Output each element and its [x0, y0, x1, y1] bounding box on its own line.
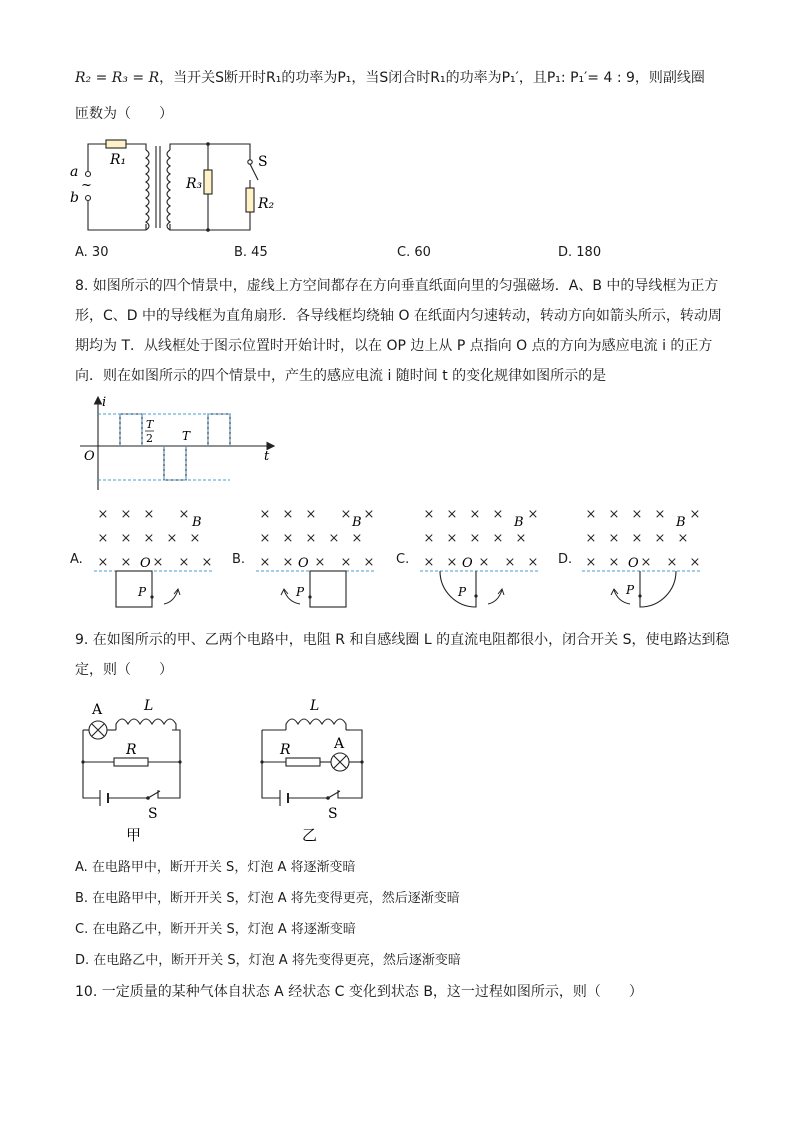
- circuit-yi-diagram: [256, 694, 386, 844]
- svg-text:×: ×: [423, 531, 435, 546]
- yi-label-l: L: [310, 698, 320, 714]
- svg-text:×: ×: [689, 555, 701, 570]
- yi-label-s: S: [328, 806, 338, 822]
- jia-inductor-l: [116, 719, 176, 730]
- svg-text:×: ×: [363, 555, 375, 570]
- svg-text:×: ×: [527, 507, 539, 522]
- svg-text:×: ×: [446, 531, 458, 546]
- svg-text:×: ×: [608, 555, 620, 570]
- pulse-positive-1: [120, 414, 142, 446]
- svg-text:×: ×: [446, 507, 458, 522]
- q7-option-c[interactable]: C. 60: [397, 245, 431, 260]
- svg-text:×: ×: [178, 555, 190, 570]
- svg-text:×: ×: [340, 507, 352, 522]
- q7-line1: [75, 68, 705, 88]
- q8-line4: 向．则在如图所示的四个情景中，产生的感应电流 i 随时间 t 的变化规律如图所示的是: [75, 368, 607, 384]
- svg-text:×: ×: [423, 507, 435, 522]
- scene-a-diagram: [88, 504, 220, 616]
- q7-equation: R₂ = R₃ = R: [75, 70, 160, 86]
- scene-b-label-b: B: [352, 515, 362, 530]
- q8-line2: 形，C、D 中的导线框为直角扇形．各导线框均绕轴 O 在纸面内匀速转动，转动方向如箭头所示，转动周: [75, 308, 722, 324]
- label-s: S: [258, 154, 268, 170]
- svg-text:×: ×: [143, 531, 155, 546]
- jia-resistor-r: [114, 758, 148, 766]
- svg-text:×: ×: [631, 531, 643, 546]
- svg-text:×: ×: [97, 507, 109, 522]
- q7-line1-text: ，当开关S断开时R₁的功率为P₁，当S闭合时R₁的功率为P₁′，且P₁: P₁′= 4 : 9，则副线圈: [159, 70, 705, 86]
- svg-text:×: ×: [423, 555, 435, 570]
- jia-label-r: R: [126, 742, 137, 758]
- jia-label-a: A: [92, 702, 103, 718]
- svg-text:×: ×: [314, 555, 326, 570]
- svg-text:×: ×: [527, 555, 539, 570]
- current-time-graph: [78, 394, 288, 494]
- resistor-r2: [246, 188, 254, 212]
- svg-text:×: ×: [351, 531, 363, 546]
- q7-line2: 匝数为（ ）: [75, 106, 173, 122]
- scene-d-label-o: O: [628, 556, 639, 571]
- q9-line1: 9. 在如图所示的甲、乙两个电路中，电阻 R 和自感线圈 L 的直流电阻都很小，闭合开关 S，使电路达到稳: [75, 632, 730, 648]
- jia-name: 甲: [126, 826, 142, 844]
- yi-resistor-r: [286, 758, 320, 766]
- circuit-jia-diagram: [78, 694, 198, 844]
- scene-c[interactable]: [396, 504, 546, 616]
- q9-option-b[interactable]: B. 在电路甲中，断开开关 S，灯泡 A 将先变得更亮，然后逐渐变暗: [75, 891, 460, 906]
- yi-name: 乙: [302, 826, 318, 844]
- svg-text:×: ×: [259, 531, 271, 546]
- svg-text:×: ×: [152, 555, 164, 570]
- svg-text:×: ×: [178, 507, 190, 522]
- label-a: a: [70, 164, 79, 180]
- ac-symbol: ~: [81, 178, 92, 193]
- label-t2-num: T: [146, 418, 154, 431]
- scene-b-frame: [310, 571, 346, 607]
- scene-a-frame: [116, 571, 152, 607]
- svg-text:×: ×: [305, 507, 317, 522]
- svg-text:×: ×: [608, 507, 620, 522]
- label-r3: R₃: [186, 176, 203, 192]
- scene-d-diagram: [576, 504, 708, 616]
- scene-d-label-b: B: [676, 515, 686, 530]
- scene-d-label-p: P: [626, 583, 635, 597]
- svg-text:×: ×: [97, 555, 109, 570]
- svg-text:×: ×: [120, 531, 132, 546]
- transformer-circuit-diagram: [68, 136, 298, 234]
- label-origin: O: [84, 449, 95, 464]
- svg-text:×: ×: [515, 531, 527, 546]
- q7-option-d[interactable]: D. 180: [558, 245, 602, 260]
- scene-c-diagram: [414, 504, 546, 616]
- svg-text:×: ×: [654, 507, 666, 522]
- switch-s: [250, 164, 258, 180]
- svg-text:×: ×: [666, 555, 678, 570]
- resistor-r1: [106, 140, 126, 148]
- label-period: T: [182, 429, 191, 443]
- scene-b[interactable]: [232, 504, 382, 616]
- svg-text:×: ×: [608, 531, 620, 546]
- q9-line2: 定，则（ ）: [75, 662, 173, 678]
- svg-text:×: ×: [282, 507, 294, 522]
- svg-text:×: ×: [340, 555, 352, 570]
- svg-text:×: ×: [363, 507, 375, 522]
- svg-text:×: ×: [677, 531, 689, 546]
- scene-d-frame: [640, 571, 676, 607]
- scene-c-label-p: P: [458, 585, 467, 599]
- scene-c-label-o: O: [462, 556, 473, 571]
- svg-text:×: ×: [585, 555, 597, 570]
- svg-text:×: ×: [282, 555, 294, 570]
- scene-a-letter: A.: [70, 552, 83, 567]
- svg-text:×: ×: [689, 507, 701, 522]
- label-r2: R₂: [258, 196, 275, 212]
- svg-text:×: ×: [504, 555, 516, 570]
- scene-d[interactable]: [558, 504, 708, 616]
- pulse-negative: [164, 446, 186, 480]
- svg-text:×: ×: [585, 531, 597, 546]
- svg-text:×: ×: [189, 531, 201, 546]
- resistor-r3: [204, 170, 212, 194]
- label-i: i: [102, 395, 107, 410]
- svg-text:×: ×: [120, 555, 132, 570]
- svg-text:×: ×: [585, 507, 597, 522]
- scene-b-label-p: P: [296, 585, 305, 599]
- svg-text:×: ×: [469, 507, 481, 522]
- svg-text:×: ×: [631, 507, 643, 522]
- q8-line3: 期均为 T．从线框处于图示位置时开始计时，以在 OP 边上从 P 点指向 O 点的方向为感应电流 i 的正方: [75, 338, 713, 354]
- secondary-coil: [167, 150, 170, 230]
- label-t2-den: 2: [146, 432, 153, 445]
- pulse-positive-2: [208, 414, 230, 446]
- scene-b-label-o: O: [298, 556, 309, 571]
- svg-text:×: ×: [305, 531, 317, 546]
- label-t: t: [264, 449, 270, 464]
- scene-c-label-b: B: [514, 515, 524, 530]
- svg-text:×: ×: [97, 531, 109, 546]
- svg-text:×: ×: [259, 507, 271, 522]
- q10-line1: 10. 一定质量的某种气体自状态 A 经状态 C 变化到状态 B，这一过程如图所示，则（ ）: [75, 984, 643, 1000]
- svg-text:×: ×: [120, 507, 132, 522]
- label-b: b: [70, 190, 79, 206]
- scene-b-letter: B.: [232, 552, 246, 567]
- svg-text:×: ×: [492, 507, 504, 522]
- svg-text:×: ×: [640, 555, 652, 570]
- svg-text:×: ×: [166, 531, 178, 546]
- svg-text:×: ×: [328, 531, 340, 546]
- q7-option-a[interactable]: A. 30: [75, 245, 109, 260]
- yi-label-r: R: [280, 742, 291, 758]
- q9-option-c[interactable]: C. 在电路乙中，断开开关 S，灯泡 A 将逐渐变暗: [75, 922, 356, 937]
- scene-b-diagram: [250, 504, 382, 616]
- svg-text:×: ×: [201, 555, 213, 570]
- q7-option-b[interactable]: B. 45: [234, 245, 268, 260]
- yi-label-a: A: [334, 736, 345, 752]
- scene-c-letter: C.: [396, 552, 410, 567]
- scene-d-letter: D.: [558, 552, 573, 567]
- svg-text:×: ×: [469, 531, 481, 546]
- q9-option-a[interactable]: A. 在电路甲中，断开开关 S，灯泡 A 将逐渐变暗: [75, 860, 356, 875]
- svg-text:×: ×: [282, 531, 294, 546]
- svg-text:×: ×: [259, 555, 271, 570]
- label-r1: R₁: [110, 152, 127, 168]
- primary-coil: [146, 150, 149, 230]
- q8-line1: 8. 如图所示的四个情景中，虚线上方空间都存在方向垂直纸面向里的匀强磁场．A、B 中的导线框为正方: [75, 278, 719, 294]
- svg-text:×: ×: [478, 555, 490, 570]
- svg-text:×: ×: [446, 555, 458, 570]
- jia-label-l: L: [144, 698, 154, 714]
- scene-a-label-p: P: [138, 585, 147, 599]
- scene-a[interactable]: [70, 504, 220, 616]
- svg-text:×: ×: [143, 507, 155, 522]
- scene-a-label-o: O: [140, 556, 151, 571]
- svg-text:×: ×: [492, 531, 504, 546]
- jia-label-s: S: [148, 806, 158, 822]
- svg-text:×: ×: [654, 531, 666, 546]
- scene-a-label-b: B: [192, 515, 202, 530]
- yi-inductor-l: [286, 719, 346, 730]
- q9-option-d[interactable]: D. 在电路乙中，断开开关 S，灯泡 A 将先变得更亮，然后逐渐变暗: [75, 953, 461, 968]
